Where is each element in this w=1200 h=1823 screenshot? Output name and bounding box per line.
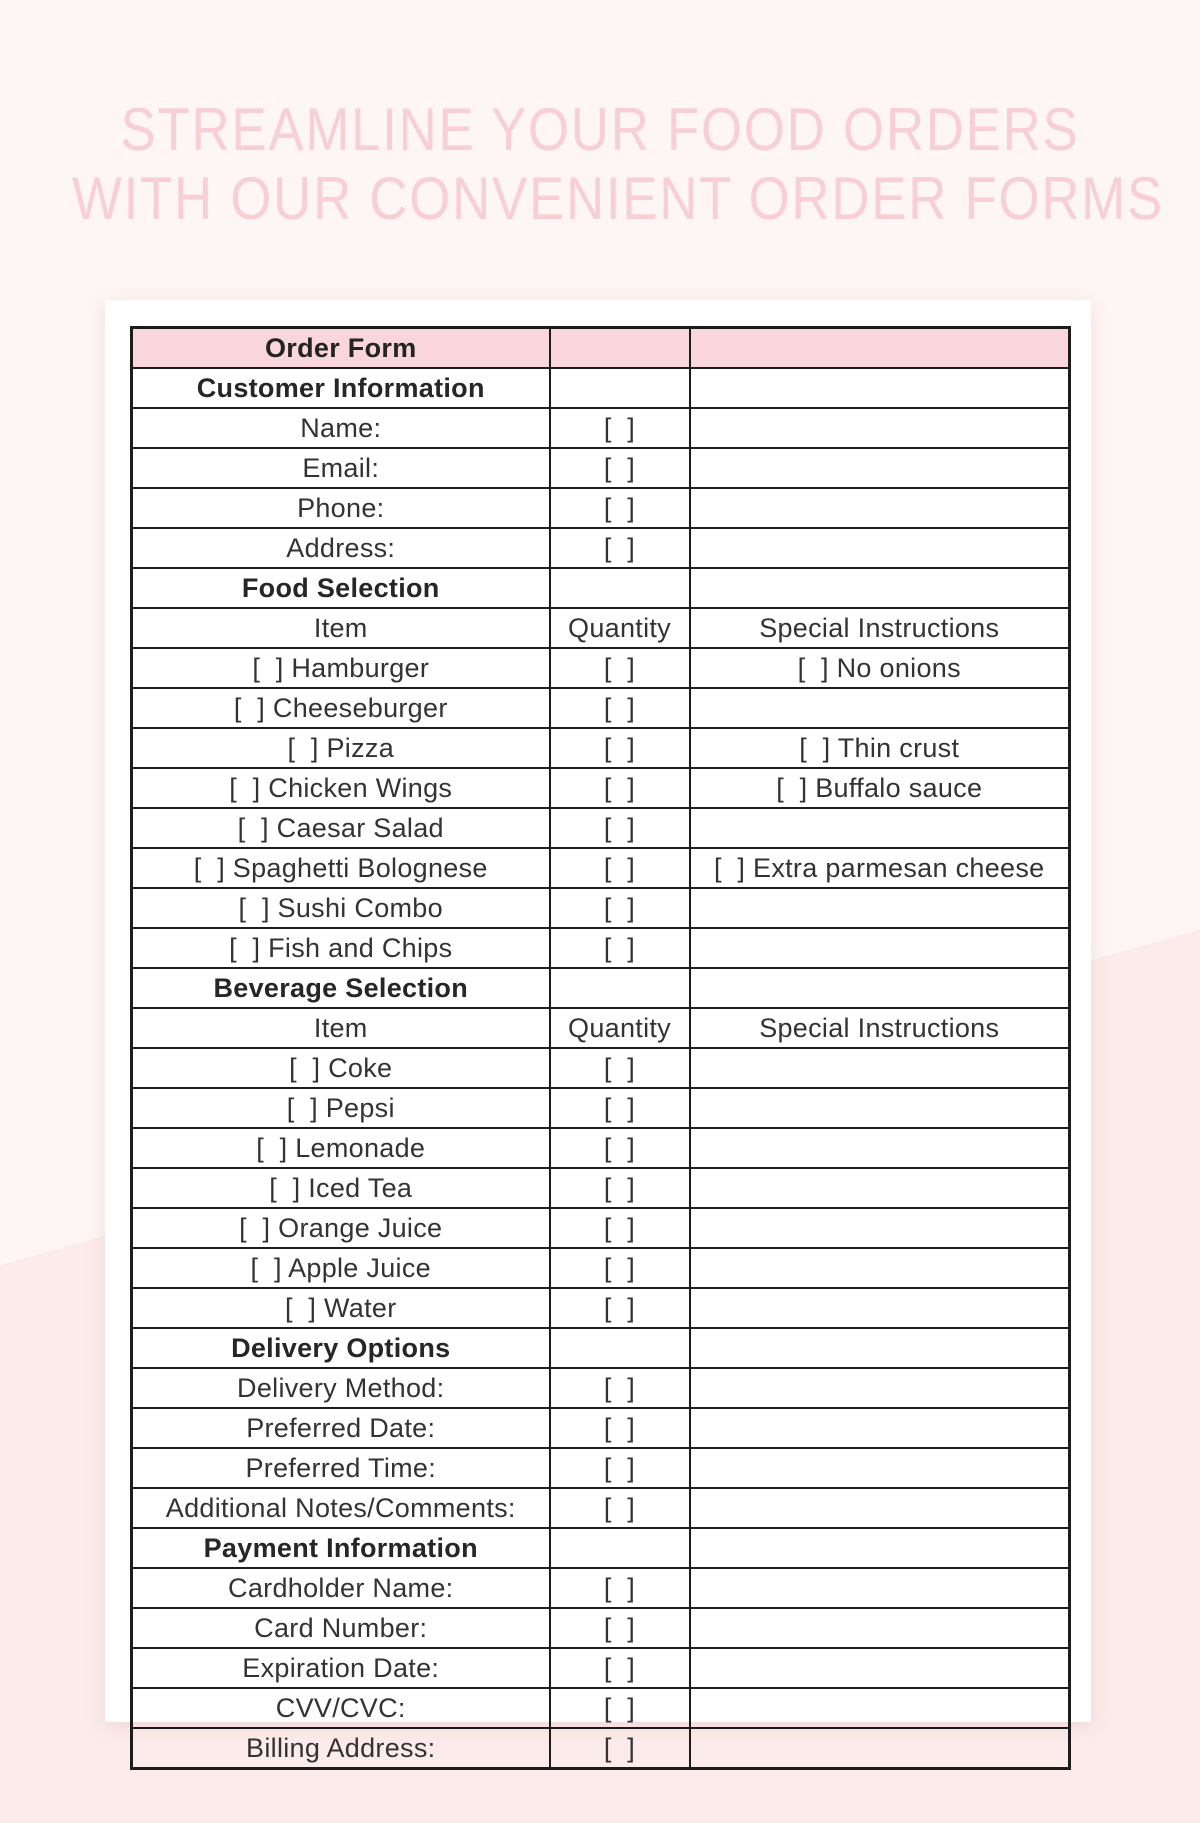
section-header-row [132, 568, 1070, 608]
checkbox-cell[interactable]: [ ] Coke [132, 1048, 550, 1088]
checkbox-cell[interactable]: [ ] [550, 408, 690, 448]
form-label-cell: CVV/CVC: [132, 1688, 550, 1728]
table-row [132, 448, 1070, 488]
form-label-cell: Expiration Date: [132, 1648, 550, 1688]
checkbox-cell[interactable]: [ ] [550, 688, 690, 728]
checkbox-cell[interactable]: [ ] Sushi Combo [132, 888, 550, 928]
column-header-row [132, 608, 1070, 648]
checkbox-cell[interactable]: [ ] Hamburger [132, 648, 550, 688]
checkbox-cell[interactable]: [ ] [550, 1688, 690, 1728]
checkbox-cell[interactable]: [ ] [550, 888, 690, 928]
checkbox-cell[interactable]: [ ] Cheeseburger [132, 688, 550, 728]
section-header-cell: Customer Information [132, 368, 550, 408]
input-cell[interactable] [690, 1728, 1070, 1769]
order-form-card [105, 300, 1091, 1763]
column-header-row [132, 1008, 1070, 1048]
form-label-cell: Additional Notes/Comments: [132, 1488, 550, 1528]
table-row [132, 888, 1070, 928]
form-label-cell: Card Number: [132, 1608, 550, 1648]
input-cell[interactable] [690, 1608, 1070, 1648]
empty-cell [690, 1528, 1070, 1568]
table-row [132, 1408, 1070, 1448]
input-cell[interactable] [690, 1688, 1070, 1728]
table-row [132, 1048, 1070, 1088]
checkbox-cell[interactable]: [ ] [550, 848, 690, 888]
form-label-cell: Name: [132, 408, 550, 448]
checkbox-cell[interactable]: [ ] [550, 1408, 690, 1448]
form-label-cell: Cardholder Name: [132, 1568, 550, 1608]
section-header-row [132, 968, 1070, 1008]
input-cell[interactable] [690, 888, 1070, 928]
empty-cell [550, 568, 690, 608]
checkbox-cell[interactable]: [ ] [550, 1288, 690, 1328]
checkbox-cell[interactable]: [ ] [550, 528, 690, 568]
empty-cell [690, 568, 1070, 608]
form-label-cell: Preferred Date: [132, 1408, 550, 1448]
table-row [132, 728, 1070, 768]
input-cell[interactable] [690, 1208, 1070, 1248]
order-form-title-cell [550, 328, 690, 369]
checkbox-cell[interactable]: [ ] Buffalo sauce [690, 768, 1070, 808]
table-row [132, 768, 1070, 808]
column-header-cell: Special Instructions [690, 608, 1070, 648]
checkbox-cell[interactable]: [ ] [550, 1208, 690, 1248]
section-header-row [132, 1528, 1070, 1568]
checkbox-cell[interactable]: [ ] Thin crust [690, 728, 1070, 768]
empty-cell [690, 968, 1070, 1008]
empty-cell [550, 968, 690, 1008]
table-row [132, 848, 1070, 888]
input-cell[interactable] [690, 1288, 1070, 1328]
checkbox-cell[interactable]: [ ] [550, 808, 690, 848]
input-cell[interactable] [690, 1368, 1070, 1408]
checkbox-cell[interactable]: [ ] Pizza [132, 728, 550, 768]
page-title-line1: STREAMLINE YOUR FOOD ORDERS [120, 96, 1080, 163]
section-header-row [132, 368, 1070, 408]
table-row [132, 1248, 1070, 1288]
input-cell[interactable] [690, 1568, 1070, 1608]
table-row [132, 1648, 1070, 1688]
order-form-title-cell: Order Form [132, 328, 550, 369]
checkbox-cell[interactable]: [ ] Water [132, 1288, 550, 1328]
checkbox-cell[interactable]: [ ] [550, 928, 690, 968]
empty-cell [550, 368, 690, 408]
input-cell[interactable] [690, 488, 1070, 528]
checkbox-cell[interactable]: [ ] No onions [690, 648, 1070, 688]
table-row [132, 1208, 1070, 1248]
checkbox-cell[interactable]: [ ] Orange Juice [132, 1208, 550, 1248]
table-header-row [132, 328, 1070, 369]
column-header-cell: Quantity [550, 1008, 690, 1048]
empty-cell [690, 368, 1070, 408]
checkbox-cell[interactable]: [ ] Chicken Wings [132, 768, 550, 808]
input-cell[interactable] [690, 408, 1070, 448]
checkbox-cell[interactable]: [ ] Apple Juice [132, 1248, 550, 1288]
table-row [132, 1288, 1070, 1328]
table-row [132, 1368, 1070, 1408]
checkbox-cell[interactable]: [ ] [550, 768, 690, 808]
input-cell[interactable] [690, 1408, 1070, 1448]
section-header-cell: Delivery Options [132, 1328, 550, 1368]
column-header-cell: Item [132, 1008, 550, 1048]
table-row [132, 1488, 1070, 1528]
checkbox-cell[interactable]: [ ] [550, 1368, 690, 1408]
checkbox-cell[interactable]: [ ] [550, 1048, 690, 1088]
checkbox-cell[interactable]: [ ] [550, 1088, 690, 1128]
checkbox-cell[interactable]: [ ] [550, 1448, 690, 1488]
table-row [132, 488, 1070, 528]
input-cell[interactable] [690, 1128, 1070, 1168]
checkbox-cell[interactable]: [ ] Spaghetti Bolognese [132, 848, 550, 888]
table-row [132, 1088, 1070, 1128]
table-row [132, 1728, 1070, 1769]
checkbox-cell[interactable]: [ ] Pepsi [132, 1088, 550, 1128]
checkbox-cell[interactable]: [ ] Lemonade [132, 1128, 550, 1168]
checkbox-cell[interactable]: [ ] [550, 728, 690, 768]
section-header-cell: Payment Information [132, 1528, 550, 1568]
checkbox-cell[interactable]: [ ] Extra parmesan cheese [690, 848, 1070, 888]
input-cell[interactable] [690, 1088, 1070, 1128]
form-label-cell: Preferred Time: [132, 1448, 550, 1488]
checkbox-cell[interactable]: [ ] [550, 1568, 690, 1608]
empty-cell [550, 1328, 690, 1368]
column-header-cell: Special Instructions [690, 1008, 1070, 1048]
input-cell[interactable] [690, 808, 1070, 848]
table-row [132, 408, 1070, 448]
form-label-cell: Email: [132, 448, 550, 488]
table-row [132, 688, 1070, 728]
table-row [132, 1128, 1070, 1168]
input-cell[interactable] [690, 1168, 1070, 1208]
table-row [132, 1568, 1070, 1608]
input-cell[interactable] [690, 1248, 1070, 1288]
table-row [132, 1168, 1070, 1208]
checkbox-cell[interactable]: [ ] [550, 1128, 690, 1168]
table-row [132, 808, 1070, 848]
checkbox-cell[interactable]: [ ] [550, 1608, 690, 1648]
checkbox-cell[interactable]: [ ] Iced Tea [132, 1168, 550, 1208]
checkbox-cell[interactable]: [ ] Caesar Salad [132, 808, 550, 848]
checkbox-cell[interactable]: [ ] Fish and Chips [132, 928, 550, 968]
input-cell[interactable] [690, 1648, 1070, 1688]
checkbox-cell[interactable]: [ ] [550, 1168, 690, 1208]
order-form-table-body [132, 328, 1070, 1769]
column-header-cell: Item [132, 608, 550, 648]
checkbox-cell[interactable]: [ ] [550, 448, 690, 488]
table-row [132, 928, 1070, 968]
checkbox-cell[interactable]: [ ] [550, 1248, 690, 1288]
section-header-cell: Beverage Selection [132, 968, 550, 1008]
input-cell[interactable] [690, 928, 1070, 968]
section-header-cell: Food Selection [132, 568, 550, 608]
form-label-cell: Billing Address: [132, 1728, 550, 1769]
input-cell[interactable] [690, 528, 1070, 568]
form-label-cell: Delivery Method: [132, 1368, 550, 1408]
order-form-table [130, 326, 1071, 1770]
input-cell[interactable] [690, 1448, 1070, 1488]
table-row [132, 1688, 1070, 1728]
checkbox-cell[interactable]: [ ] [550, 648, 690, 688]
table-row [132, 648, 1070, 688]
input-cell[interactable] [690, 1488, 1070, 1528]
section-header-row [132, 1328, 1070, 1368]
empty-cell [550, 1528, 690, 1568]
form-label-cell: Address: [132, 528, 550, 568]
page-title-line2: WITH OUR CONVENIENT ORDER FORMS [72, 165, 1164, 232]
input-cell[interactable] [690, 688, 1070, 728]
checkbox-cell[interactable]: [ ] [550, 1488, 690, 1528]
empty-cell [690, 1328, 1070, 1368]
checkbox-cell[interactable]: [ ] [550, 1648, 690, 1688]
table-row [132, 1448, 1070, 1488]
order-form-title-cell [690, 328, 1070, 369]
input-cell[interactable] [690, 1048, 1070, 1088]
checkbox-cell[interactable]: [ ] [550, 1728, 690, 1769]
page-title [72, 95, 1164, 233]
table-row [132, 1608, 1070, 1648]
input-cell[interactable] [690, 448, 1070, 488]
checkbox-cell[interactable]: [ ] [550, 488, 690, 528]
form-label-cell: Phone: [132, 488, 550, 528]
column-header-cell: Quantity [550, 608, 690, 648]
table-row [132, 528, 1070, 568]
